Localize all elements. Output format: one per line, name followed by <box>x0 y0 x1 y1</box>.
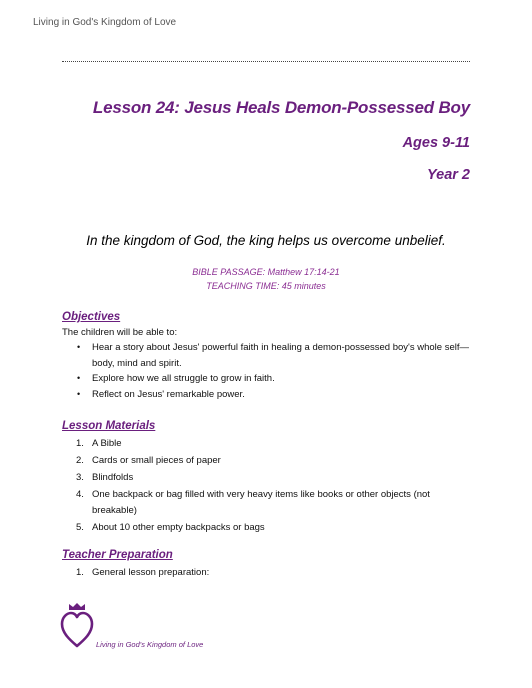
materials-section <box>62 418 472 537</box>
objectives-heading: Objectives <box>62 311 121 323</box>
materials-list <box>62 436 472 536</box>
list-item: 3. Blindfolds <box>76 472 134 483</box>
list-item: 4. One backpack or bag filled with very heavy items like books or other objects (not breakable) <box>76 489 430 516</box>
objectives-intro: The children will be able to: <box>62 327 178 338</box>
preparation-heading: Teacher Preparation <box>62 549 173 561</box>
list-item: 5. About 10 other empty backpacks or bags <box>76 522 265 533</box>
passage-block <box>0 265 532 293</box>
lesson-title: Lesson 24: Jesus Heals Demon-Possessed Boy <box>92 98 470 117</box>
year-label: Year 2 <box>427 167 470 183</box>
materials-heading: Lesson Materials <box>62 420 156 432</box>
ages-label: Ages 9-11 <box>402 135 470 151</box>
list-item: • Hear a story about Jesus' powerful faith in healing a demon-possessed boy's whole self—body, mind and spirit. <box>77 342 469 369</box>
list-item: 1. A Bible <box>76 438 122 449</box>
crown-heart-logo-icon <box>60 602 94 655</box>
running-header: Living in God's Kingdom of Love <box>33 17 177 28</box>
preparation-section <box>62 547 472 582</box>
bullet-icon: • <box>77 373 81 383</box>
objectives-section <box>62 309 472 402</box>
footer-text: Living in God's Kingdom of Love <box>96 640 204 649</box>
teaching-time: TEACHING TIME: 45 minutes <box>206 281 326 291</box>
bullet-icon: • <box>77 342 81 352</box>
list-item: • Reflect on Jesus' remarkable power. <box>62 387 472 403</box>
list-item: 1. General lesson preparation: <box>76 567 210 578</box>
list-item: 2. Cards or small pieces of paper <box>76 455 221 466</box>
bullet-icon: • <box>77 388 81 399</box>
preparation-list <box>62 565 472 581</box>
title-block <box>93 96 470 185</box>
objectives-list <box>62 340 472 402</box>
bible-passage: BIBLE PASSAGE: Matthew 17:14-21 <box>192 267 340 277</box>
header-divider <box>62 61 470 62</box>
list-item: • Explore how we all struggle to grow in faith. <box>62 371 472 387</box>
lesson-theme: In the kingdom of God, the king helps us overcome unbelief. <box>86 233 446 248</box>
